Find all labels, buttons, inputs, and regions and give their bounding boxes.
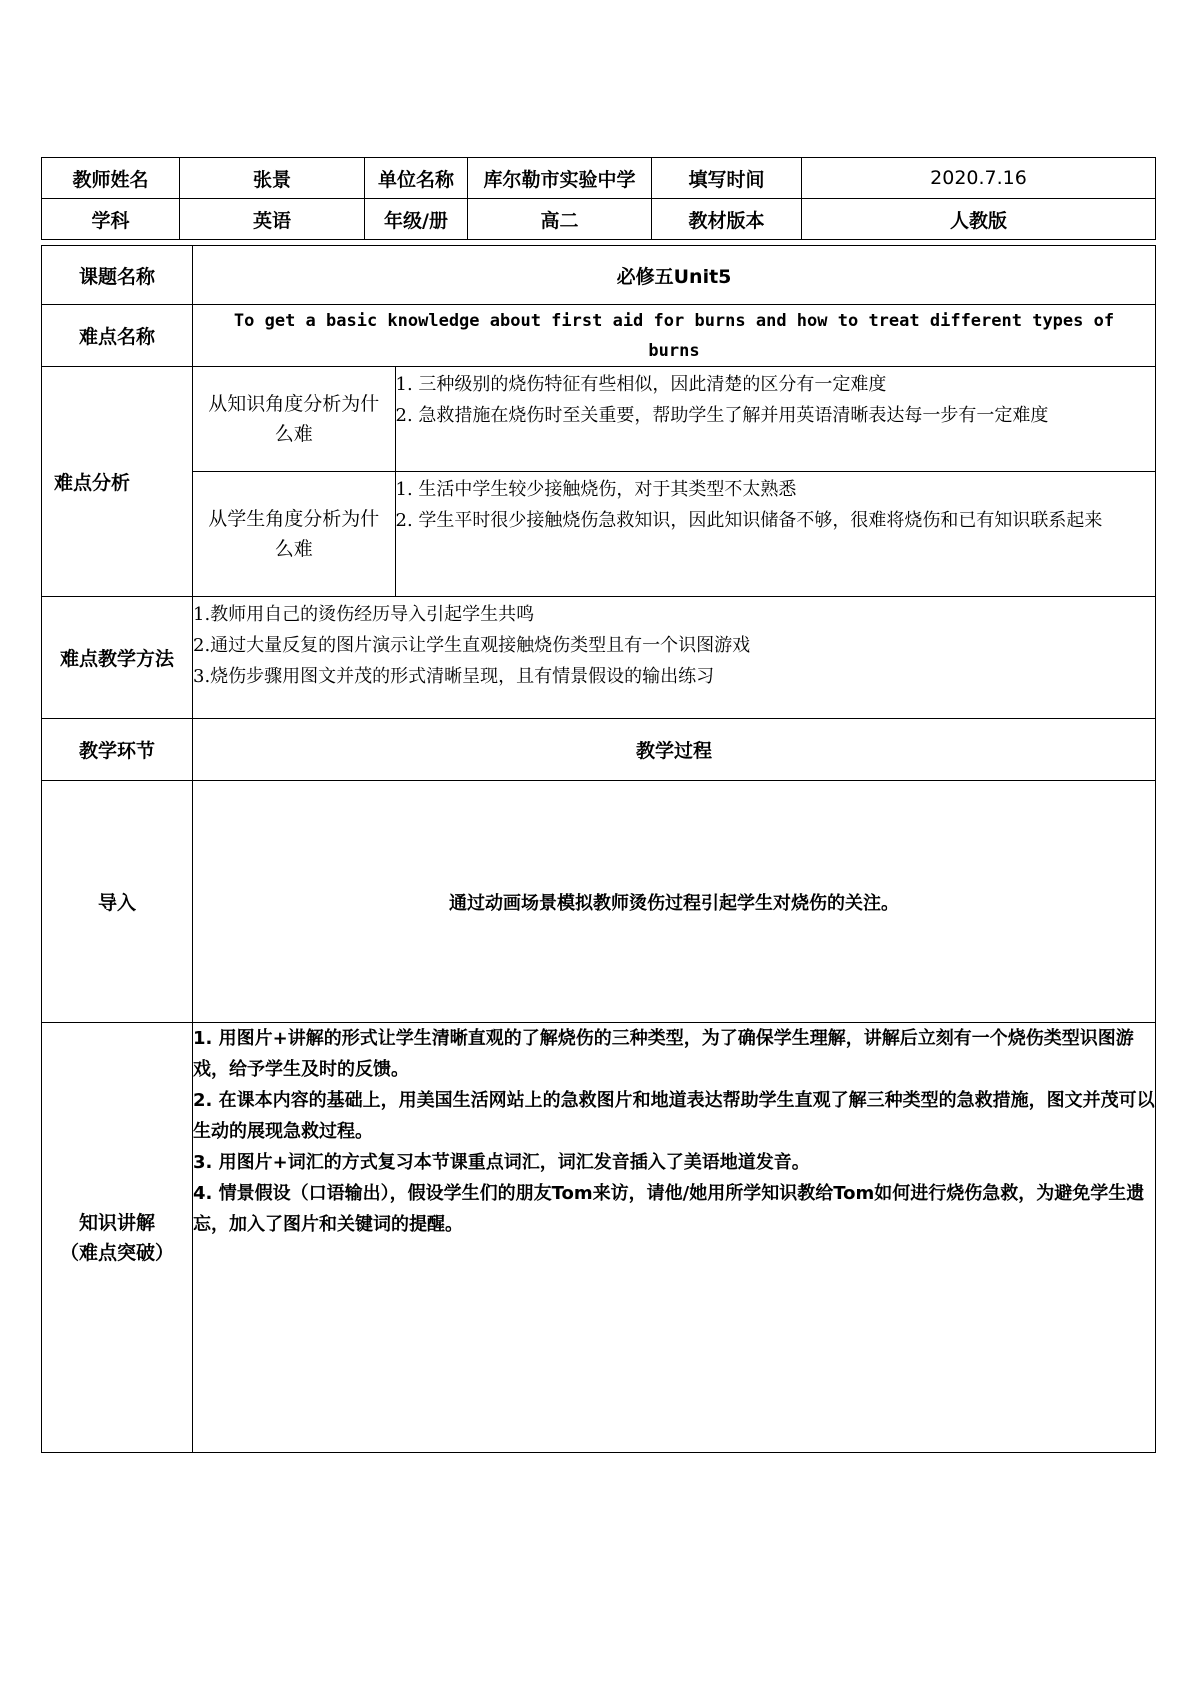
method-label: 难点教学方法 xyxy=(42,597,193,719)
difficulty-label: 难点名称 xyxy=(42,305,193,367)
topic-value: 必修五Unit5 xyxy=(193,246,1156,305)
process-header-value: 教学过程 xyxy=(193,719,1156,781)
textbook-value: 人教版 xyxy=(802,199,1156,240)
date-label: 填写时间 xyxy=(652,158,802,199)
teacher-label: 教师姓名 xyxy=(42,158,180,199)
student-angle-item: 1. 生活中学生较少接触烧伤，对于其类型不太熟悉 xyxy=(395,478,797,500)
knowledge-angle-item: 2. 急救措施在烧伤时至关重要，帮助学生了解并用英语清晰表达每一步有一定难度 xyxy=(395,405,1049,426)
knowledge-section-item: 1. 用图片+讲解的形式让学生清晰直观的了解烧伤的三种类型，为了确保学生理解，讲解后立刻有一个烧伤类型识图游戏，给予学生及时的反馈。 xyxy=(193,1028,1134,1080)
subject-value: 英语 xyxy=(180,199,365,240)
method-item: 1.教师用自己的烫伤经历导入引起学生共鸣 xyxy=(193,604,535,625)
student-angle-list xyxy=(395,471,1155,596)
knowledge-angle-label: 从知识角度分析为什么难 xyxy=(193,367,395,471)
knowledge-section-label xyxy=(42,1023,193,1453)
unit-value: 库尔勒市实验中学 xyxy=(468,158,652,199)
knowledge-section-list xyxy=(193,1023,1156,1453)
method-item: 3.烧伤步骤用图文并茂的形式清晰呈现，且有情景假设的输出练习 xyxy=(193,666,715,687)
knowledge-angle-item: 1. 三种级别的烧伤特征有些相似，因此清楚的区分有一定难度 xyxy=(395,374,887,395)
teacher-value: 张景 xyxy=(180,158,365,199)
knowledge-section-item: 4. 情景假设（口语输出），假设学生们的朋友Tom来访，请他/她用所学知识教给Tom如何进行烧伤急救，为避免学生遗忘，加入了图片和关键词的提醒。 xyxy=(193,1183,1145,1235)
method-list xyxy=(193,597,1156,719)
student-angle-label: 从学生角度分析为什么难 xyxy=(193,471,395,596)
grade-label: 年级/册 xyxy=(365,199,468,240)
subject-label: 学科 xyxy=(42,199,180,240)
topic-label: 课题名称 xyxy=(42,246,193,305)
knowledge-section-label-line1: 知识讲解 xyxy=(78,1211,155,1234)
knowledge-section-item: 3. 用图片+词汇的方式复习本节课重点词汇，词汇发音插入了美语地道发音。 xyxy=(193,1152,810,1173)
method-item: 2.通过大量反复的图片演示让学生直观接触烧伤类型且有一个识图游戏 xyxy=(193,635,751,656)
unit-label: 单位名称 xyxy=(365,158,468,199)
knowledge-section-label-line2: （难点突破） xyxy=(59,1241,174,1264)
date-value: 2020.7.16 xyxy=(802,158,1156,199)
grade-value: 高二 xyxy=(468,199,652,240)
student-angle-item: 2. 学生平时很少接触烧伤急救知识，因此知识储备不够，很难将烧伤和已有知识联系起来 xyxy=(395,509,1103,531)
intro-value: 通过动画场景模拟教师烫伤过程引起学生对烧伤的关注。 xyxy=(193,781,1156,1023)
knowledge-section-item: 2. 在课本内容的基础上，用美国生活网站上的急救图片和地道表达帮助学生直观了解三种类型的急救措施，图文并茂可以生动的展现急救过程。 xyxy=(193,1090,1155,1142)
intro-label: 导入 xyxy=(42,781,193,1023)
analysis-subtable xyxy=(193,367,1155,596)
analysis-label: 难点分析 xyxy=(42,367,193,597)
knowledge-angle-list xyxy=(395,367,1155,471)
lesson-table xyxy=(41,245,1156,1453)
header-table xyxy=(41,157,1156,240)
difficulty-value: To get a basic knowledge about first aid for burns and how to treat different types of burns xyxy=(193,305,1156,367)
textbook-label: 教材版本 xyxy=(652,199,802,240)
process-header-label: 教学环节 xyxy=(42,719,193,781)
